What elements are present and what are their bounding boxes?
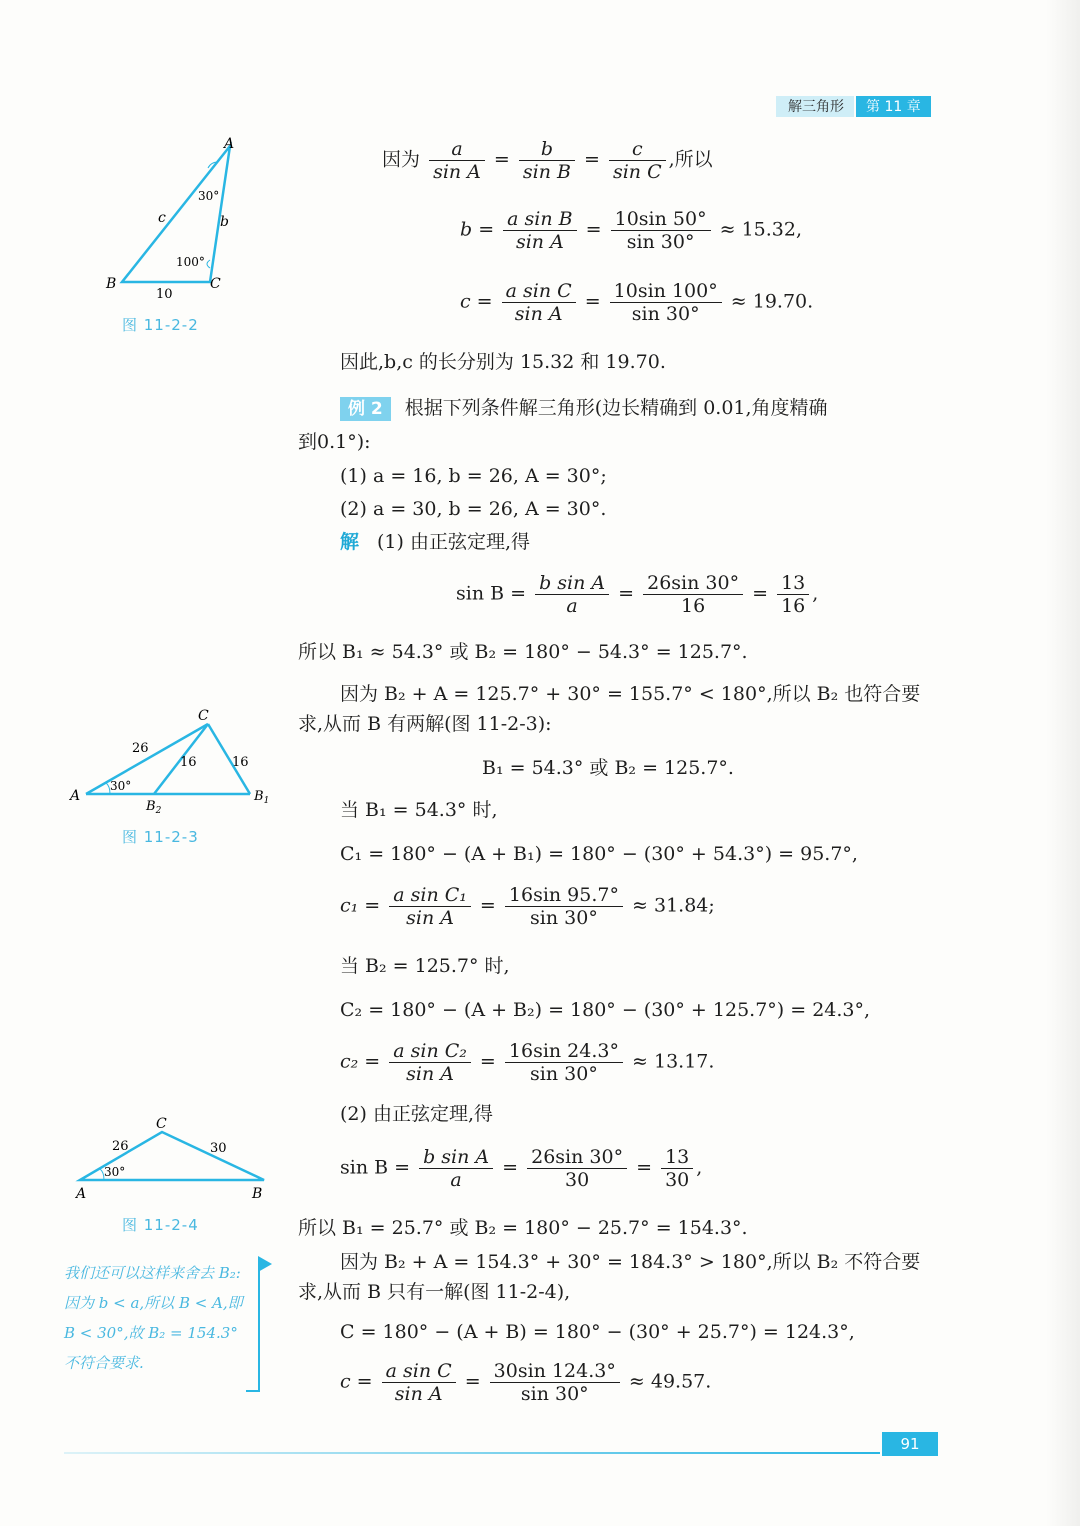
- triangle-figure-2: [66, 706, 278, 816]
- ratio-equation: 因为 $\frac{a}{\text{sin A}}$ = $\frac{b}{\text{sin B}}$ = $\frac{c}{\text{sin C}}$ ,所以: [382, 138, 713, 183]
- equation-c2: c₂ = $\frac{\text{a sin C₂}}{\text{sin A}}$ = $\frac{16\sin 24.3^\circ}{\sin 30^\circ}$ ≈ 13.17.: [340, 1040, 715, 1085]
- side-label-16-inner: 16: [180, 755, 197, 770]
- example-tag: 例 2: [340, 397, 391, 421]
- footer-rule: [64, 1452, 880, 1454]
- side-note-bracket-foot: [246, 1390, 260, 1392]
- side-note-pointer-icon: [258, 1256, 272, 1272]
- solution-label: 解: [340, 531, 360, 553]
- side-note-text: 我们还可以这样来舍去 B₂:因为 b < a,所以 B < A,即 B < 30°,故 B₂ = 154.3° 不符合要求.: [64, 1264, 243, 1372]
- equation-b: b = $\frac{\text{a sin B}}{\text{sin A}}$ = $\frac{10\sin 50^\circ}{\sin 30^\circ}$ ≈ 15.32,: [460, 208, 803, 253]
- fraction: $\frac{16\sin 24.3^\circ}{\sin 30^\circ}$: [505, 1040, 623, 1085]
- equation-sinB-2: sin B = $\frac{\text{b sin A}}{a}$ = $\frac{26\sin 30^\circ}{30}$ = $\frac{13}{30}$ ,: [340, 1146, 703, 1191]
- solution-part-2: (2) 由正弦定理,得: [340, 1103, 493, 1125]
- vertex-label-C: C: [156, 1116, 167, 1132]
- fraction: $\frac{a}{\text{sin A}}$: [429, 138, 485, 183]
- triangle-figure-1: [100, 130, 240, 310]
- page-edge-shadow: [1046, 0, 1080, 1526]
- vertex-label-B2: $B_2$: [146, 799, 162, 816]
- fraction: $\frac{13}{30}$: [661, 1146, 693, 1191]
- figure-caption-3: 图 11-2-4: [122, 1216, 199, 1234]
- reason-1: 因为 B₂ + A = 125.7° + 30° = 155.7° < 180°,所以 B₂ 也符合要: [340, 683, 921, 705]
- example-2-heading: 例 2 根据下列条件解三角形(边长精确到 0.01,角度精确: [340, 396, 828, 421]
- fraction: $\frac{13}{16}$: [777, 572, 809, 617]
- result-B-2: 所以 B₁ = 25.7° 或 B₂ = 180° − 25.7° = 154.3°.: [298, 1217, 748, 1239]
- fraction: $\frac{10\sin 100^\circ}{\sin 30^\circ}$: [610, 280, 722, 325]
- side-note: [64, 1258, 260, 1396]
- fraction: $\frac{16\sin 95.7^\circ}{\sin 30^\circ}$: [505, 884, 623, 929]
- fraction: $\frac{\text{a sin C₁}}{\text{sin A}}$: [389, 884, 471, 929]
- fraction: $\frac{b}{\text{sin B}}$: [519, 138, 575, 183]
- conclusion-1: 因此,b,c 的长分别为 15.32 和 19.70.: [340, 351, 666, 373]
- angle-C1: C₁ = 180° − (A + B₁) = 180° − (30° + 54.3°) = 95.7°,: [340, 843, 858, 865]
- equation-c1: c₁ = $\frac{\text{a sin C₁}}{\text{sin A}}$ = $\frac{16\sin 95.7^\circ}{\sin 30^\circ}$ ≈ 31.84;: [340, 884, 715, 929]
- fraction: $\frac{\text{a sin C₂}}{\text{sin A}}$: [389, 1040, 471, 1085]
- condition-1: (1) a = 16, b = 26, A = 30°;: [340, 465, 607, 487]
- side-label-26: 26: [132, 741, 149, 756]
- side-note-bracket: [258, 1258, 260, 1392]
- reason-2: 因为 B₂ + A = 154.3° + 30° = 184.3° > 180°,所以 B₂ 不符合要: [340, 1251, 921, 1273]
- condition-2: (2) a = 30, b = 26, A = 30°.: [340, 498, 607, 520]
- fraction: $\frac{\text{a sin C}}{\text{sin A}}$: [502, 280, 576, 325]
- fraction: $\frac{\text{a sin C}}{\text{sin A}}$: [382, 1360, 456, 1405]
- figure-caption-2: 图 11-2-3: [122, 828, 199, 846]
- side-label-30: 30: [210, 1141, 227, 1156]
- triangle-figure-3: [66, 1112, 278, 1204]
- side-label-26: 26: [112, 1139, 129, 1154]
- vertex-label-C: C: [210, 276, 221, 292]
- vertex-label-B1: $B_1$: [254, 789, 270, 806]
- angle-label-A: 30°: [198, 189, 220, 203]
- side-label-b: b: [220, 214, 229, 230]
- reason-1-cont: 求,从而 B 有两解(图 11-2-3):: [298, 713, 552, 735]
- equation-c: c = $\frac{\text{a sin C}}{\text{sin A}}$ = $\frac{10\sin 100^\circ}{\sin 30^\circ}$ ≈ 19.70.: [460, 280, 814, 325]
- chapter-badge: 第 11 章: [856, 96, 931, 117]
- case-B2: 当 B₂ = 125.7° 时,: [340, 955, 510, 977]
- fraction: $\frac{30\sin 124.3^\circ}{\sin 30^\circ}$: [490, 1360, 620, 1405]
- figure-caption-1: 图 11-2-2: [122, 316, 199, 334]
- fraction: $\frac{\text{a sin B}}{\text{sin A}}$: [503, 208, 576, 253]
- fraction: $\frac{\text{b sin A}}{a}$: [419, 1146, 493, 1191]
- side-label-c: c: [158, 210, 166, 226]
- chapter-header: [776, 96, 931, 117]
- reason-2-cont: 求,从而 B 只有一解(图 11-2-4),: [298, 1281, 571, 1303]
- vertex-label-A: A: [224, 136, 235, 152]
- fraction: $\frac{c}{\text{sin C}}$: [609, 138, 666, 183]
- side-label-16-outer: 16: [232, 755, 249, 770]
- angle-C2: C₂ = 180° − (A + B₂) = 180° − (30° + 125.7°) = 24.3°,: [340, 999, 871, 1021]
- equation-sinB-1: sin B = $\frac{\text{b sin A}}{a}$ = $\frac{26\sin 30^\circ}{16}$ = $\frac{13}{16}$ ,: [456, 572, 819, 617]
- vertex-label-C: C: [198, 708, 209, 724]
- case-B1: 当 B₁ = 54.3° 时,: [340, 799, 498, 821]
- two-solutions: B₁ = 54.3° 或 B₂ = 125.7°.: [482, 757, 734, 779]
- result-B-1: 所以 B₁ ≈ 54.3° 或 B₂ = 180° − 54.3° = 125.7°.: [298, 641, 748, 663]
- angle-label-C: 100°: [176, 255, 205, 269]
- vertex-label-B: B: [106, 276, 117, 292]
- solution-part-1: 解 (1) 由正弦定理,得: [340, 531, 531, 553]
- angle-label-A: 30°: [110, 779, 132, 793]
- angle-label-A: 30°: [104, 1165, 126, 1179]
- fraction: $\frac{10\sin 50^\circ}{\sin 30^\circ}$: [611, 208, 711, 253]
- equation-c-final: c = $\frac{\text{a sin C}}{\text{sin A}}$ = $\frac{30\sin 124.3^\circ}{\sin 30^\circ}$ ≈ 49.57.: [340, 1360, 712, 1405]
- side-label-a: 10: [156, 287, 173, 302]
- fraction: $\frac{26\sin 30^\circ}{30}$: [527, 1146, 627, 1191]
- fraction: $\frac{26\sin 30^\circ}{16}$: [643, 572, 743, 617]
- vertex-label-A: A: [76, 1186, 87, 1202]
- vertex-label-A: A: [70, 788, 81, 804]
- page-number: 91: [882, 1432, 938, 1456]
- section-title: 解三角形: [776, 96, 854, 117]
- example-2-heading-cont: 到0.1°):: [298, 431, 371, 453]
- angle-C: C = 180° − (A + B) = 180° − (30° + 25.7°) = 124.3°,: [340, 1321, 855, 1343]
- vertex-label-B: B: [252, 1186, 263, 1202]
- fraction: $\frac{\text{b sin A}}{a}$: [535, 572, 609, 617]
